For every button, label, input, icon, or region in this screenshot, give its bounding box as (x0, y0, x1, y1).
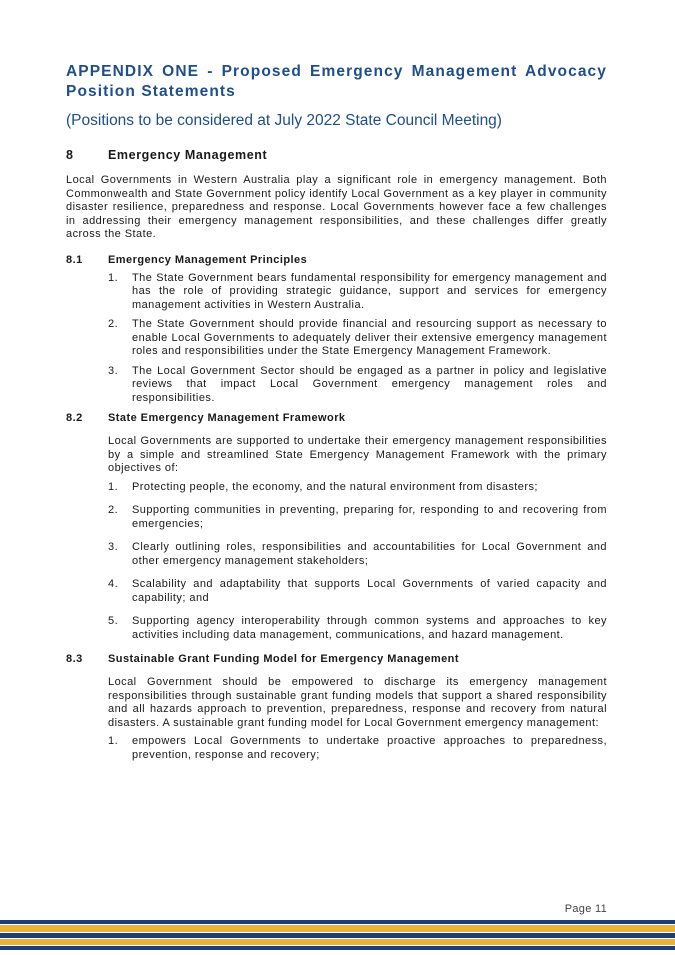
page-content (66, 62, 607, 762)
list-item (108, 541, 607, 568)
list-item-text: Clearly outlining roles, responsibilities and accountabilities for Local Government and other emergency management stakeholders; (132, 541, 607, 567)
principles-list (108, 272, 607, 406)
list-item (108, 735, 607, 762)
list-item-text: Supporting communities in preventing, preparing for, responding to and recovering from emergencies; (132, 504, 607, 530)
list-item-number: 4. (108, 578, 119, 590)
section-title: Emergency Management (108, 148, 268, 162)
list-item-text: Supporting agency interoperability through common systems and approaches to key activities including data management, communications, and hazard management. (132, 615, 607, 641)
list-item-number: 1. (108, 271, 119, 284)
subsection-number: 8.2 (66, 412, 83, 424)
footer-stripe-gold-2 (0, 939, 675, 945)
subsection-heading (66, 652, 607, 666)
list-item-number: 3. (108, 364, 119, 377)
list-item (108, 615, 607, 642)
list-item-number: 2. (108, 318, 119, 330)
list-item (108, 318, 607, 359)
list-item (108, 504, 607, 531)
list-item-text: The State Government should provide financial and resourcing support as necessary to enable Local Governments to adequately deliver their extensive emergency management roles and responsibilities under the State Emergency Management Framework. (132, 318, 607, 357)
list-item-text: Scalability and adaptability that supports Local Governments of varied capacity and capability; and (132, 578, 607, 604)
footer-stripes (0, 918, 675, 955)
list-item (108, 365, 607, 406)
subsection-heading (66, 253, 607, 267)
footer-stripe-navy-1 (0, 920, 675, 924)
section-intro: Local Governments in Western Australia play a significant role in emergency management. Both Commonwealth and State Government policy identify Local Government as a key player in community disaster resilience, preparedness and response. Local Governments however face a few challenges in addressing their emergency management responsibilities, and these challenges differ greatly across the State. (66, 174, 607, 240)
list-item-number: 3. (108, 541, 119, 553)
section-number: 8 (66, 148, 74, 162)
funding-list (108, 735, 607, 762)
subsection-title: State Emergency Management Framework (108, 412, 346, 424)
subsection-title: Sustainable Grant Funding Model for Emergency Management (108, 653, 459, 665)
list-item-text: empowers Local Governments to undertake proactive approaches to preparedness, prevention, response and recovery; (132, 735, 607, 761)
list-item (108, 272, 607, 313)
list-item-text: The State Government bears fundamental responsibility for emergency management and has the role of providing strategic guidance, support and services for emergency management activities in Western Australia. (132, 271, 607, 311)
objectives-list (108, 481, 607, 643)
subsection-intro: Local Governments are supported to undertake their emergency management responsibilities by a simple and streamlined State Emergency Management Framework with the primary objectives of: (108, 435, 607, 474)
list-item-number: 2. (108, 504, 119, 516)
subsection-number: 8.1 (66, 253, 83, 266)
page-subtitle: (Positions to be considered at July 2022 State Council Meeting) (66, 112, 502, 129)
subsection-heading (66, 411, 607, 425)
list-item-number: 1. (108, 735, 119, 747)
list-item-number: 1. (108, 480, 119, 493)
subsection-intro: Local Government should be empowered to discharge its emergency management responsibilities through sustainable grant funding models that support a shared responsibility and all hazards approach to prevention, preparedness, response and recovery from natural disasters. A sustainable grant funding model for Local Government emergency management: (108, 676, 607, 729)
page-title: APPENDIX ONE - Proposed Emergency Management Advocacy Position Statements (66, 63, 607, 100)
footer-stripe-navy-3 (0, 946, 675, 950)
footer-stripe-gold-1 (0, 925, 675, 932)
subsection-number: 8.3 (66, 653, 83, 665)
list-item (108, 578, 607, 605)
page-number: Page 11 (564, 903, 607, 915)
list-item (108, 481, 607, 495)
section-heading (66, 147, 607, 163)
list-item-text: Protecting people, the economy, and the natural environment from disasters; (132, 480, 538, 493)
list-item-text: The Local Government Sector should be engaged as a partner in policy and legislative reviews that impact Local Government emergency management roles and responsibilities. (132, 364, 607, 404)
footer-stripe-navy-2 (0, 933, 675, 938)
list-item-number: 5. (108, 615, 119, 627)
subsection-title: Emergency Management Principles (108, 253, 308, 266)
